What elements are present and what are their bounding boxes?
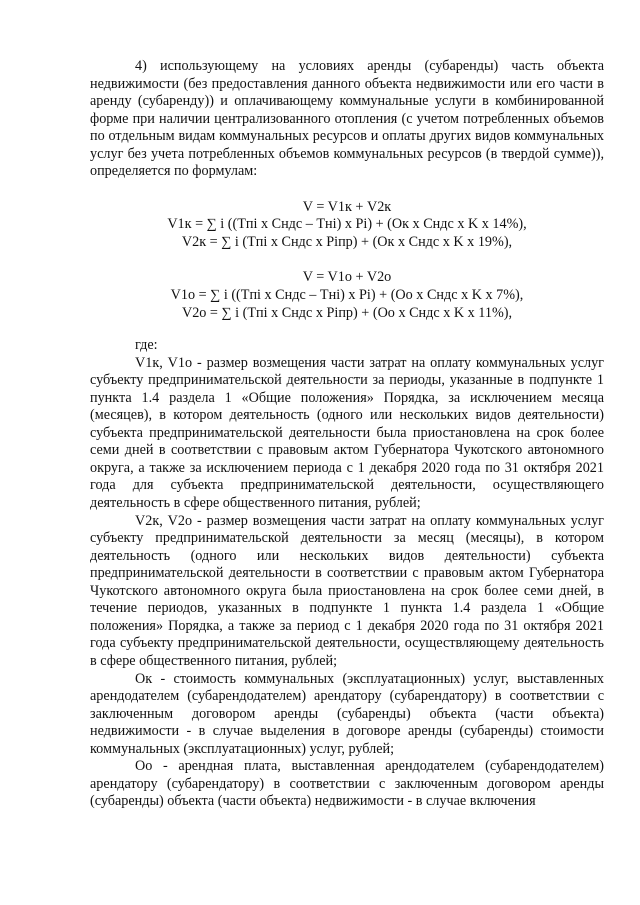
- definition-v2: V2к, V2o - размер возмещения части затрат на оплату коммунальных услуг субъекту предпринимательской деятельности за месяц (месяцы), в котором деятельность (одного или нескольких видов деятельности) субъекта предпринимательской деятельности в соответствии с правовым актом Губернатора Чукотского автономного округа была приостановлена на срок более семи дней, в течение периодов, указанных в подпункте 1 пункта 1.4 раздела 1 «Общие положения» Порядка, а также за период с 1 декабря 2020 года по 31 октября 2021 года субъекту предпринимательской деятельности, осуществляющему деятельность в сфере общественного питания, рублей;: [90, 512, 604, 669]
- formula-o-v2: V2o = ∑ i (Tпi x Cндс x Piпр) + (Oo x Cндс x K x 11%),: [181, 304, 513, 321]
- formulas-o-block: [90, 269, 604, 322]
- definition-oo: Oo - арендная плата, выставленная арендодателем (субарендодателем) арендатору (субарендатору) в соответствии с заключенным договором аренды (субаренды) объекта (части объекта) недвижимости - в случае включения: [90, 758, 604, 810]
- formula-k-v1: V1к = ∑ i ((Tпi x Cндс – Tнi) x Pi) + (Oк x Cндс x K x 14%),: [167, 216, 527, 233]
- where-label: где:: [135, 337, 158, 354]
- formula-k-v2: V2к = ∑ i (Tпi x Cндс x Piпр) + (Oк x Cндс x K x 19%),: [181, 233, 513, 250]
- formulas-k-block: [90, 199, 604, 252]
- definition-v1: V1к, V1o - размер возмещения части затрат на оплату коммунальных услуг субъекту предпринимательской деятельности за периоды, указанные в подпункте 1 пункта 1.4 раздела 1 «Общие положения» Порядка, за исключением месяца (месяцев), в котором деятельность (одного или нескольких видов деятельности) субъекта предпринимательской деятельности была приостановлена на срок более семи дней в соответствии с правовым актом Губернатора Чукотского автономного округа, а также за исключением периода с 1 декабря 2020 года по 31 октября 2021 года для субъекта предпринимательской деятельности, осуществляющего деятельность в сфере общественного питания, рублей;: [90, 354, 604, 512]
- formula-k-total: V = V1к + V2к: [302, 198, 392, 215]
- formula-o-v1: V1o = ∑ i ((Tпi x Cндс – Tнi) x Pi) + (Oo x Cндс x K x 7%),: [170, 287, 524, 304]
- definition-ok: Oк - стоимость коммунальных (эксплуатационных) услуг, выставленных арендодателем (субарендодателем) арендатору (субарендатору) в соответствии с заключенным договором аренды (субаренды) объекта (части объекта) недвижимости - в случае выделения в договоре аренды (субаренды) стоимости коммунальных (эксплуатационных) услуг, рублей;: [90, 670, 604, 757]
- formula-o-total: V = V1o + V2o: [302, 269, 392, 286]
- intro-paragraph: 4) использующему на условиях аренды (субаренды) часть объекта недвижимости (без предоставления данного объекта недвижимости или его части в аренду (субаренду)) и оплачивающему коммунальные услуги в комбинированной форме при наличии централизованного отопления (с учетом потребленных объемов по отдельным видам коммунальных ресурсов и оплаты других видов коммунальных услуг без учета потребленных объемов коммунальных ресурсов (в твердой сумме)), определяется по формулам:: [90, 58, 604, 180]
